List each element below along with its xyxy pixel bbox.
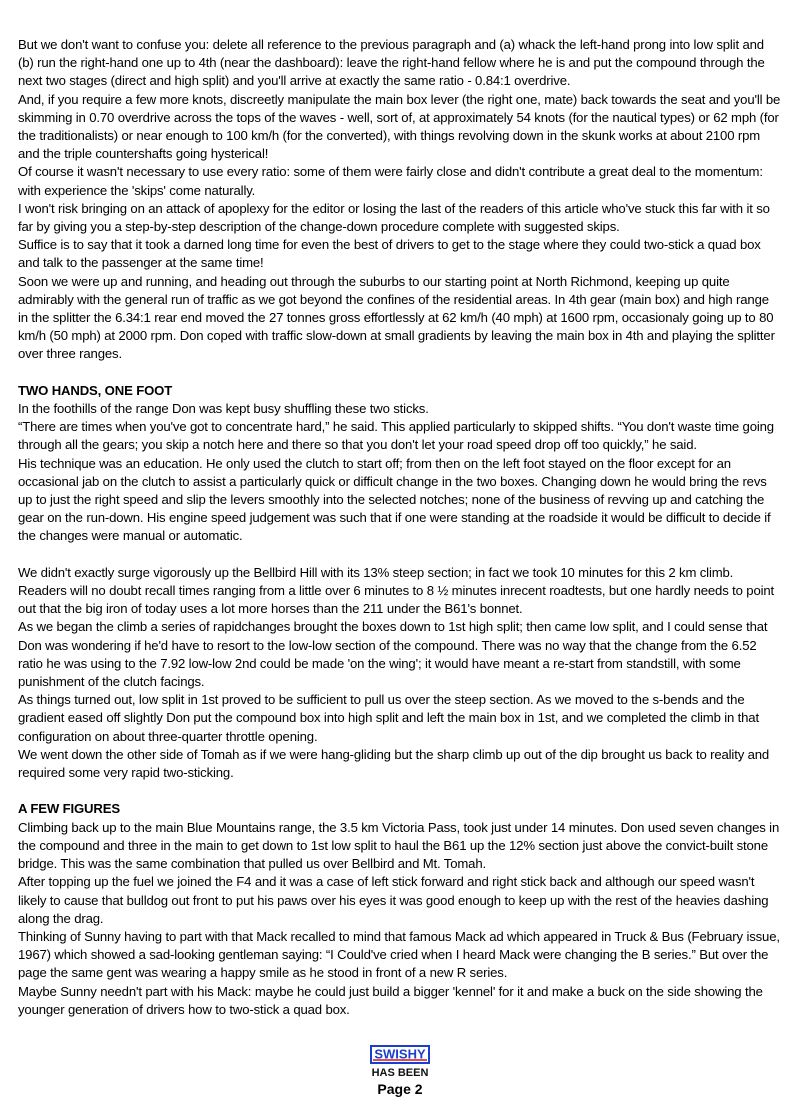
logo-text-swishy: SWISHY <box>374 1046 426 1062</box>
paragraph: I won't risk bringing on an attack of apoplexy for the editor or losing the last of the readers of this article who've stuck this far with it so far by giving you a step-by-step description of the change-down procedure complete with suggested skips. <box>18 200 770 235</box>
paragraph: Of course it wasn't necessary to use every ratio: some of them were fairly close and didn't contribute a great deal to the momentum: with experience the 'skips' come naturally. <box>18 164 763 198</box>
paragraph: “There are times when you've got to concentrate hard,” he said. This applied particularly to skipped shifts. “You don't waste time going through all the gears; you skip a notch here and there so that you don't let your road speed drop off too quickly,” he said. <box>18 419 774 453</box>
section-heading-two-hands: TWO HANDS, ONE FOOT <box>18 382 173 398</box>
paragraph: Climbing back up to the main Blue Mountains range, the 3.5 km Victoria Pass, took just under 14 minutes. Don used seven changes in the compound and three in the main to get down to 1st low split to haul the B61 up the 12% section just above the convict-built stone bridge. This was the same combination that pulled us over Bellbird and Mt. Tomah. <box>18 819 780 872</box>
paragraph: We went down the other side of Tomah as if we were hang-gliding but the sharp climb up out of the dip brought us back to reality and required some very rapid two-sticking. <box>18 746 770 781</box>
paragraph: Suffice is to say that it took a darned long time for even the best of drivers to get to the stage where they could two-stick a quad box and talk to the passenger at the same time! <box>18 237 761 271</box>
page-footer <box>0 1045 800 1097</box>
paragraph: But we don't want to confuse you: delete all reference to the previous paragraph and (a) whack the left-hand prong into low split and (b) run the right-hand one up to 4th (near the dashboard): leave the right-hand fellow where he is and put the compound through the next two stages (direct and high split) and you'll arrive at exactly the same ratio - 0.84:1 overdrive. <box>18 37 765 89</box>
paragraph: Thinking of Sunny having to part with that Mack recalled to mind that famous Mack ad which appeared in Truck & Bus (February issue, 1967) which showed a sad-looking gentleman saying: “I Could've cried when I heard Mack were changing the B series.” But over the page the same gent was wearing a happy smile as he stood in front of a new R series. <box>18 928 780 981</box>
swishy-has-been-logo <box>370 1045 430 1079</box>
paragraph: We didn't exactly surge vigorously up the Bellbird Hill with its 13% steep section; in fact we took 10 minutes for this 2 km climb. Readers will no doubt recall times ranging from a little over 6 minutes to 8 ½ minutes inrecent roadtests, but one hardly needs to point out that the big iron of today uses a lot more horses than the 211 under the B61's bonnet. <box>18 564 775 617</box>
paragraph: Maybe Sunny needn't part with his Mack: maybe he could just build a bigger 'kennel' for it and make a buck on the side showing the younger generation of drivers how to two-stick a quad box. <box>18 983 763 1017</box>
paragraph: After topping up the fuel we joined the F4 and it was a case of left stick forward and right stick back and although our speed wasn't likely to cause that bulldog out front to put his paws over his eyes it was good enough to keep up with the rest of the heavies dashing along the drag. <box>18 874 769 926</box>
page-number: Page 2 <box>377 1081 423 1097</box>
section-spacer <box>18 546 782 564</box>
logo-text-has-been: HAS BEEN <box>371 1067 429 1079</box>
article-body <box>18 36 782 1019</box>
section-spacer <box>18 782 782 800</box>
section-spacer <box>18 364 782 382</box>
section-heading-a-few-figures: A FEW FIGURES <box>18 801 120 817</box>
paragraph: And, if you require a few more knots, discreetly manipulate the main box lever (the right one, mate) back towards the seat and you'll be skimming in 0.70 overdrive across the tops of the waves - well, sort of, at approximately 54 knots (for the nautical types) or 62 mph (for the traditionalists) or near enough to 100 km/h (for the converted), with things revolving down in the skunk works at about 2100 rpm and the triple countershafts going hysterical! <box>18 91 781 162</box>
paragraph: His technique was an education. He only used the clutch to start off; from then on the left foot stayed on the floor except for an occasional jab on the clutch to assist a particularly quick or difficult change in the two boxes. Changing down he would bring the revs up to just the right speed and slip the levers smoothly into the selected notches; none of the business of revving up and catching the gear on the run-down. His engine speed judgement was such that if one were standing at the roadside it would be difficult to decide if the changes were manual or automatic. <box>18 455 771 544</box>
paragraph: In the foothills of the range Don was kept busy shuffling these two sticks. <box>18 401 429 417</box>
paragraph: As we began the climb a series of rapidchanges brought the boxes down to 1st high split; then came low split, and I could sense that Don was wondering if he'd have to resort to the low-low section of the compound. There was no way that the change from the 6.52 ratio he was using to the 7.92 low-low 2nd could be made 'on the wing'; it would have meant a re-start from standstill, with some punishment of the clutch facings. <box>18 619 768 690</box>
paragraph: As things turned out, low split in 1st proved to be sufficient to pull us over the steep section. As we moved to the s-bends and the gradient eased off slightly Don put the compound box into high split and left the main box in 1st, and we completed the climb in that configuration on about three-quarter throttle opening. <box>18 692 759 744</box>
paragraph: Soon we were up and running, and heading out through the suburbs to our starting point at North Richmond, keeping up quite admirably with the general run of traffic as we got beyond the confines of the residential areas. In 4th gear (main box) and high range in the splitter the 6.34:1 rear end moved the 27 tonnes gross effortlessly at 62 km/h (40 mph) at 1600 rpm, occasionaly going up to 80 km/h (50 mph) at 2000 rpm. Don coped with traffic slow-down at small gradients by leaving the main box in 4th and playing the splitter over three ranges. <box>18 273 775 362</box>
